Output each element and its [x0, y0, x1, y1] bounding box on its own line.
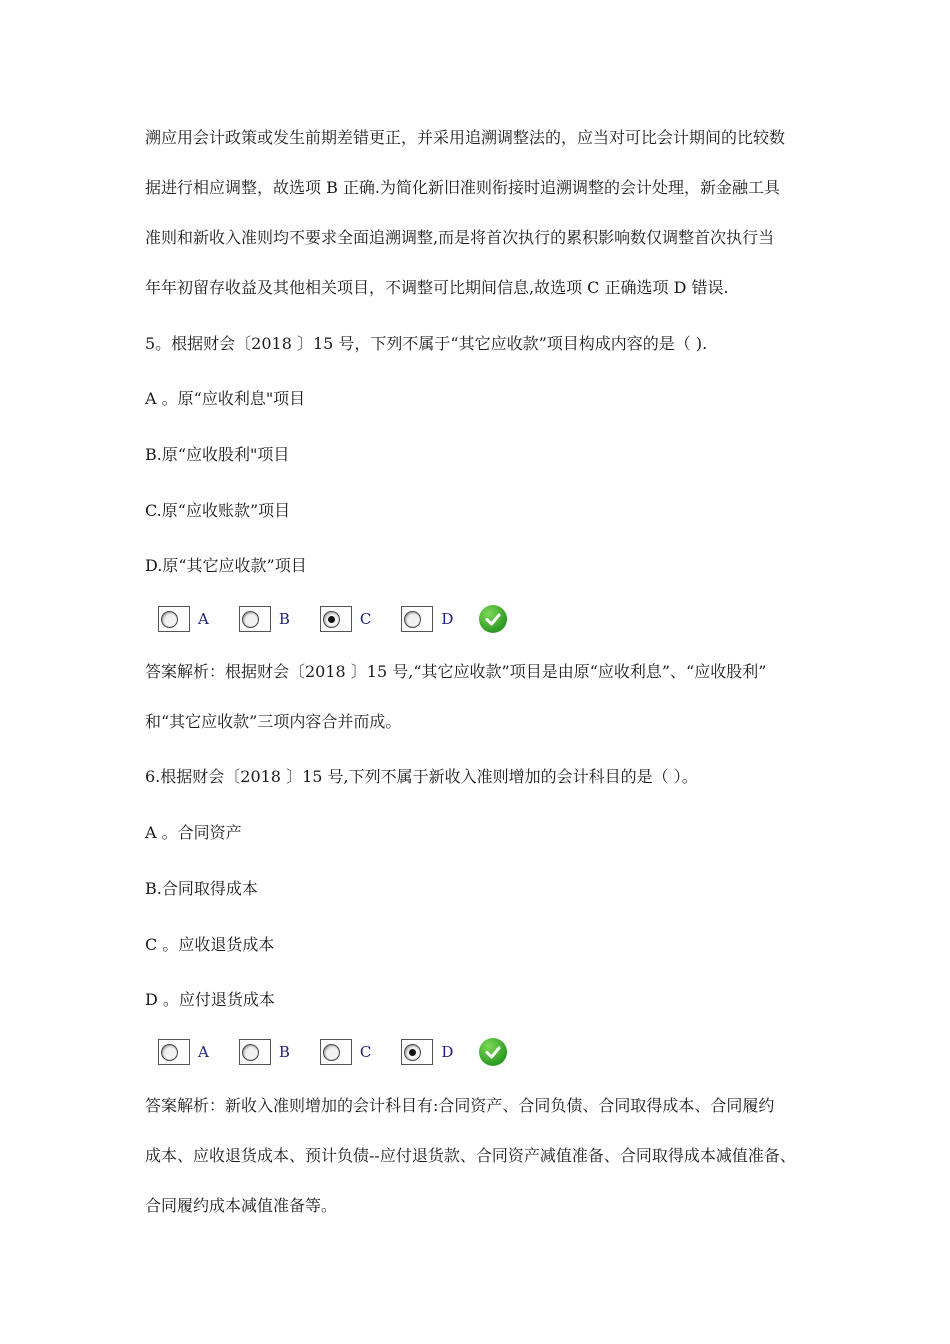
choice-a[interactable]: [158, 1039, 209, 1065]
answer-choices: [158, 1037, 507, 1067]
check-circle-icon: [479, 605, 507, 633]
choice-c[interactable]: [320, 606, 371, 632]
explanation-line: 答案解析：新收入准则增加的会计科目有:合同资产、合同负债、合同取得成本、合同履约: [145, 1096, 775, 1115]
intro-line: 据进行相应调整，故选项 B 正确.为简化新旧准则衔接时追溯调整的会计处理，新金融工具: [145, 178, 781, 197]
choice-label: D: [441, 1043, 454, 1061]
option-d: D 。应付退货成本: [145, 990, 275, 1009]
option-c: C 。应收退货成本: [145, 935, 275, 954]
radio-icon[interactable]: [242, 1044, 259, 1061]
choice-label: A: [198, 1043, 209, 1061]
choice-label: C: [359, 1043, 372, 1061]
choice-a[interactable]: [158, 606, 209, 632]
intro-line: 年年初留存收益及其他相关项目，不调整可比期间信息,故选项 C 正确选项 D 错误.: [145, 278, 729, 297]
intro-line: 准则和新收入准则均不要求全面追溯调整,而是将首次执行的累积影响数仅调整首次执行当: [145, 228, 775, 247]
choice-label: C: [359, 610, 372, 628]
radio-icon[interactable]: [161, 1044, 178, 1061]
check-circle-icon: [479, 1038, 507, 1066]
choice-b[interactable]: [239, 1039, 290, 1065]
question-stem: 5。根据财会〔2018 〕15 号，下列不属于“其它应收款”项目构成内容的是（ ).: [145, 334, 708, 353]
intro-line: 溯应用会计政策或发生前期差错更正，并采用追溯调整法的，应当对可比会计期间的比较数: [145, 128, 786, 147]
choice-label: A: [198, 610, 209, 628]
radio-icon[interactable]: [323, 1044, 340, 1061]
choice-label: D: [441, 610, 454, 628]
explanation-line: 合同履约成本减值准备等。: [145, 1196, 338, 1215]
explanation-line: 和“其它应收款”三项内容合并而成。: [145, 712, 402, 731]
question-stem: 6.根据财会〔2018 〕15 号,下列不属于新收入准则增加的会计科目的是（ ）。: [145, 767, 698, 786]
choice-d[interactable]: [401, 1039, 453, 1065]
choice-c[interactable]: [320, 1039, 371, 1065]
option-a: A 。原“应收利息"项目: [145, 389, 306, 408]
option-b: B.合同取得成本: [145, 879, 258, 898]
choice-label: B: [278, 1043, 290, 1061]
option-a: A 。合同资产: [145, 823, 242, 842]
option-b: B.原“应收股利"项目: [145, 445, 290, 464]
choice-label: B: [278, 610, 290, 628]
answer-choices: [158, 604, 507, 634]
choice-b[interactable]: [239, 606, 290, 632]
radio-selected-icon[interactable]: [404, 1044, 421, 1061]
option-c: C.原“应收账款”项目: [145, 501, 291, 520]
radio-selected-icon[interactable]: [323, 611, 340, 628]
choice-d[interactable]: [401, 606, 453, 632]
radio-icon[interactable]: [242, 611, 259, 628]
option-d: D.原“其它应收款”项目: [145, 556, 307, 575]
explanation-line: 成本、应收退货成本、预计负债--应付退货款、合同资产减值准备、合同取得成本减值准备、: [145, 1146, 796, 1165]
explanation-line: 答案解析：根据财会〔2018 〕15 号,“其它应收款”项目是由原“应收利息”、“应收股利”: [145, 662, 767, 681]
radio-icon[interactable]: [404, 611, 421, 628]
radio-icon[interactable]: [161, 611, 178, 628]
